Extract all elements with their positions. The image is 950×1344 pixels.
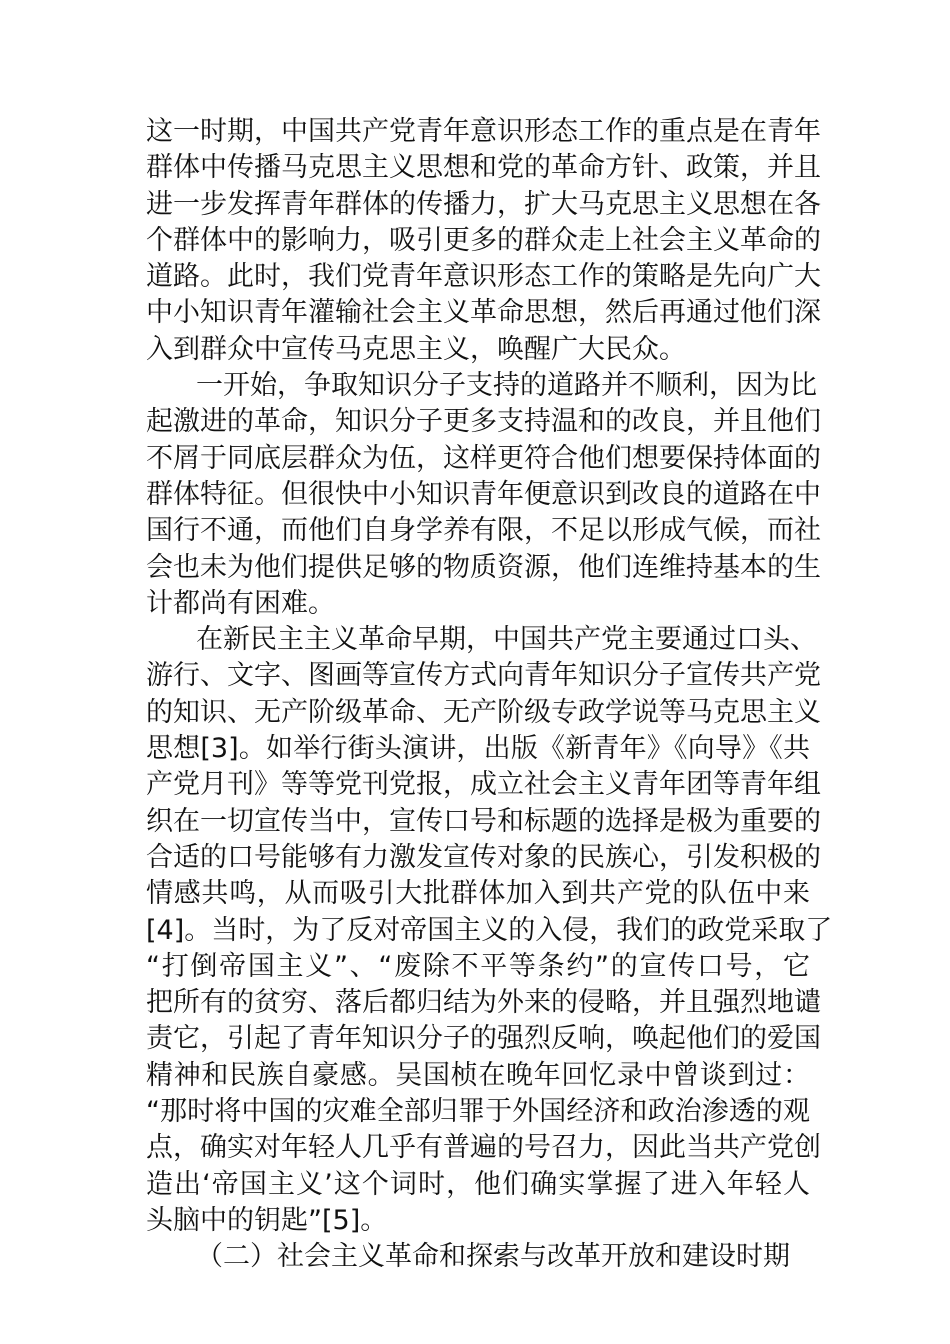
paragraph-3 (146, 622, 833, 1239)
text-line: 游行、文字、图画等宣传方式向青年知识分子宣传共产党 (146, 660, 821, 692)
section-subheading: （二）社会主义革命和探索与改革开放和建设时期 (196, 1241, 790, 1273)
text-line: “那时将中国的灾难全部归罪于外国经济和政治渗透的观 (146, 1096, 810, 1128)
text-line: 这一时期，中国共产党青年意识形态工作的重点是在青年 (146, 116, 821, 147)
text-line: 一开始，争取知识分子支持的道路并不顺利，因为比 (196, 370, 817, 402)
text-line: 头脑中的钥匙”[5]。 (146, 1204, 388, 1236)
text-line: 群体特征。但很快中小知识青年便意识到改良的道路在中 (146, 478, 821, 510)
text-line: 计都尚有困难。 (146, 587, 335, 619)
text-line: [4]。当时，为了反对帝国主义的入侵，我们的政党采取了 (146, 914, 833, 946)
text-line: 在新民主主义革命早期，中国共产党主要通过口头、 (196, 624, 817, 656)
text-line: 群体中传播马克思主义思想和党的革命方针、政策，并且 (146, 152, 821, 184)
text-line: 把所有的贫穷、落后都归结为外来的侵略，并且强烈地谴 (146, 987, 821, 1019)
text-line: 情感共鸣，从而吸引大批群体加入到共产党的队伍中来 (146, 878, 810, 910)
text-line: 精神和民族自豪感。吴国桢在晚年回忆录中曾谈到过： (146, 1059, 810, 1091)
text-line: 起激进的革命，知识分子更多支持温和的改良，并且他们 (146, 406, 821, 438)
text-line: 道路。此时，我们党青年意识形态工作的策略是先向广大 (146, 261, 821, 293)
body-text (146, 114, 833, 1276)
text-line: 合适的口号能够有力激发宣传对象的民族心，引发积极的 (146, 841, 821, 873)
text-line: 不屑于同底层群众为伍，这样更符合他们想要保持体面的 (146, 442, 821, 474)
text-line: 国行不通，而他们自身学养有限，不足以形成气候，而社 (146, 515, 821, 547)
text-line: 会也未为他们提供足够的物质资源，他们连维持基本的生 (146, 551, 821, 583)
paragraph-1 (146, 114, 821, 368)
text-line: 点，确实对年轻人几乎有普遍的号召力，因此当共产党创 (146, 1132, 821, 1164)
paragraph-2 (146, 368, 821, 622)
text-line: 入到群众中宣传马克思主义，唤醒广大民众。 (146, 333, 686, 365)
text-line: “打倒帝国主义”、“废除不平等条约”的宣传口号，它 (146, 950, 810, 982)
text-line: 产党月刊》等等党刊党报，成立社会主义青年团等青年组 (146, 769, 821, 801)
text-line: 思想[3]。如举行街头演讲，出版《新青年》《向导》《共 (146, 733, 810, 765)
text-line: 的知识、无产阶级革命、无产阶级专政学说等马克思主义 (146, 696, 821, 728)
text-line: 进一步发挥青年群体的传播力，扩大马克思主义思想在各 (146, 188, 821, 220)
text-line: 造出‘帝国主义’这个词时，他们确实掌握了进入年轻人 (146, 1168, 810, 1200)
text-line: 个群体中的影响力，吸引更多的群众走上社会主义革命的 (146, 224, 821, 256)
text-line: 责它，引起了青年知识分子的强烈反响，唤起他们的爱国 (146, 1023, 821, 1055)
text-line: 中小知识青年灌输社会主义革命思想，然后再通过他们深 (146, 297, 821, 329)
text-line: 织在一切宣传当中，宣传口号和标题的选择是极为重要的 (146, 805, 821, 837)
